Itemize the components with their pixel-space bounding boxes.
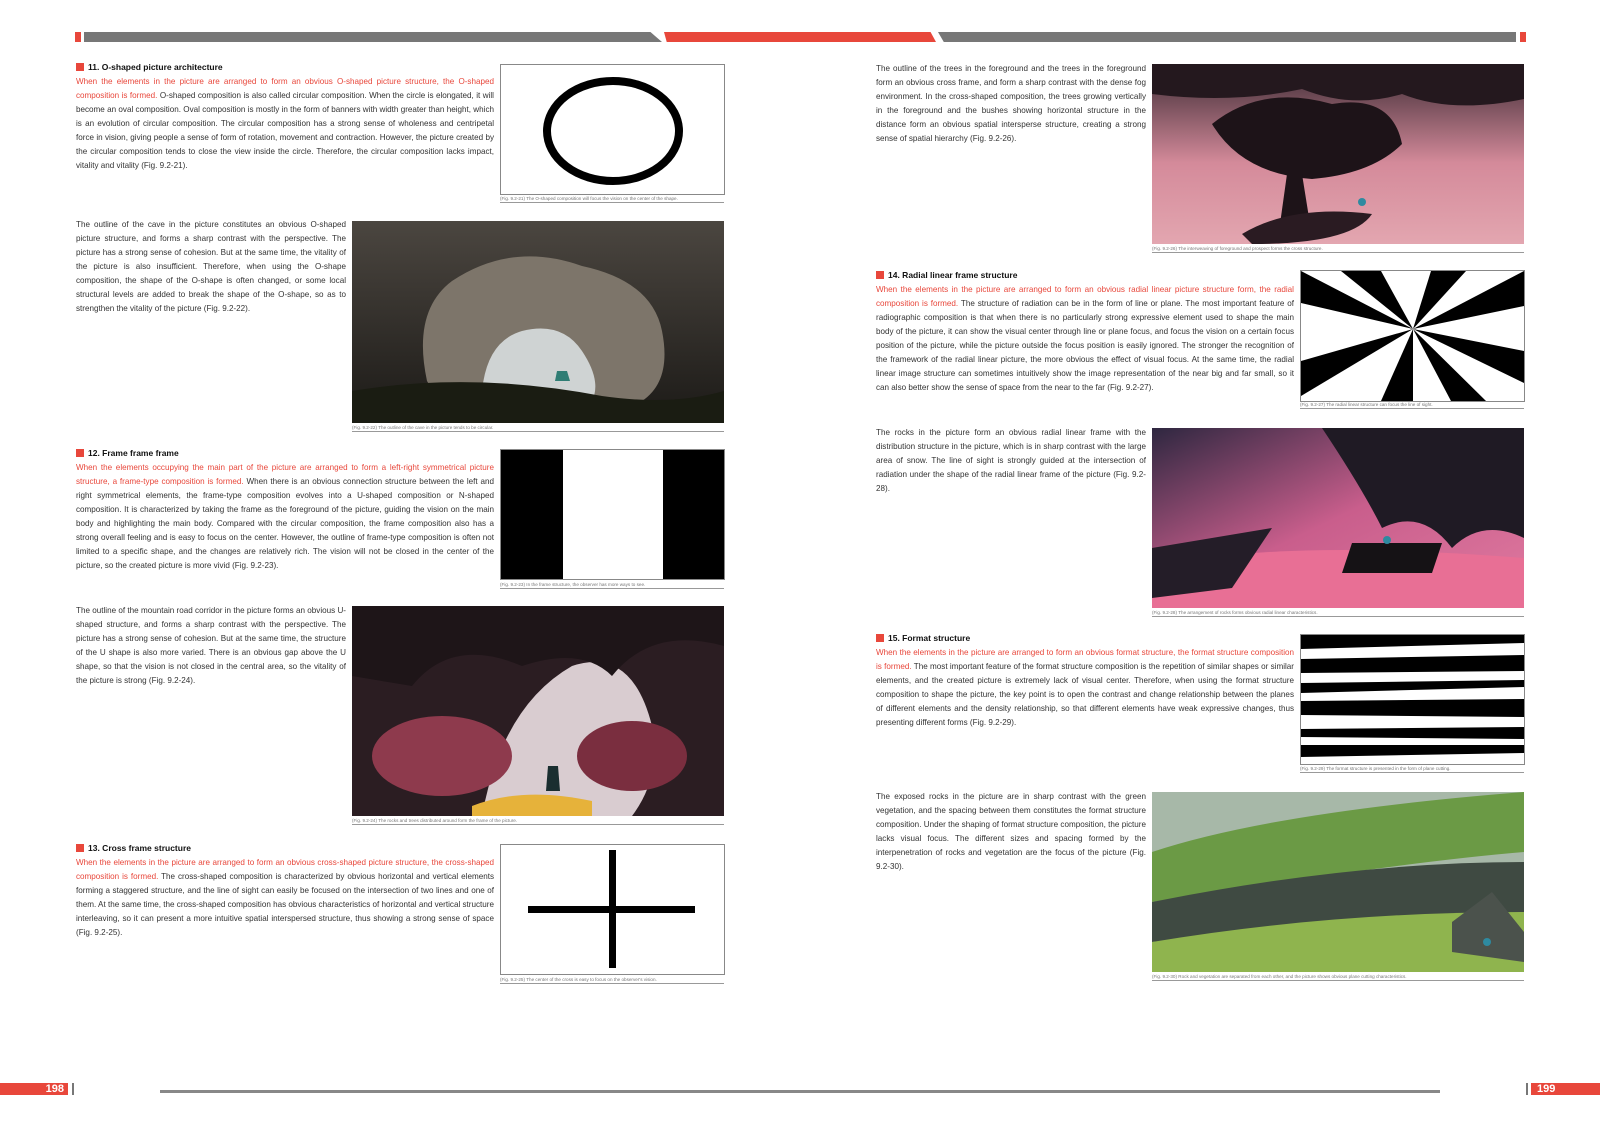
page-number-right-text: 199 bbox=[1537, 1083, 1556, 1095]
page-number-left-text: 198 bbox=[45, 1083, 64, 1095]
section-square-icon bbox=[876, 634, 884, 642]
cross-horizontal-bar bbox=[528, 906, 695, 913]
top-bar-left bbox=[84, 32, 662, 42]
green-hills-illustration bbox=[1152, 792, 1524, 972]
section-14-red-text: When the elements in the picture are arranged to form an obvious radial linear picture structure form, the radial composition is formed. bbox=[876, 285, 1294, 308]
section-square-icon bbox=[76, 844, 84, 852]
figure-caption: (Fig. 9.2-25) The center of the cross is easy to focus on the observer's vision. bbox=[500, 977, 724, 984]
section-14-heading bbox=[876, 270, 1017, 280]
section-15-title: 15. Format structure bbox=[888, 633, 971, 643]
figure-frame bbox=[500, 449, 725, 580]
page-number-left bbox=[0, 1083, 68, 1095]
green-hills-art bbox=[1152, 792, 1524, 972]
figure-caption: (Fig. 9.2-27) The radial linear structure can focus the line of sight. bbox=[1300, 402, 1524, 409]
figure-o-shape bbox=[500, 64, 725, 195]
format-diagram bbox=[1301, 635, 1524, 764]
top-bar-left-cap bbox=[75, 32, 81, 42]
format-stripe bbox=[1301, 727, 1524, 739]
foggy-trees-illustration bbox=[1152, 64, 1524, 244]
frame-diagram bbox=[501, 450, 724, 579]
section-11-paragraph bbox=[76, 75, 494, 173]
figure-caption: (Fig. 9.2-28) The arrangement of rocks forms obvious radial linear characteristics. bbox=[1152, 610, 1524, 617]
radial-rocks-illustration bbox=[1152, 428, 1524, 608]
section-11-heading bbox=[76, 62, 223, 72]
section-15-red-text: When the elements in the picture are arranged to form an obvious format structure, the format structure composition is formed. bbox=[876, 648, 1294, 671]
figure-caption: (Fig. 9.2-21) The O-shaped composition will focus the vision on the center of the shape. bbox=[500, 196, 724, 203]
page-number-right bbox=[1531, 1083, 1600, 1095]
forest-art bbox=[352, 606, 724, 816]
figure-caption: (Fig. 9.2-30) Rock and vegetation are separated from each other, and the picture shows obvious plane cutting characteristics. bbox=[1152, 974, 1524, 981]
section-15-heading bbox=[876, 633, 970, 643]
section-14-body: The structure of radiation can be in the form of line or plane. The most important feature of radiographic composition is that when there is no particularly strong expressive element used to shape the main body of the picture, it can show the visual center through line or plane focus, and focus the vision on a certain focus position of the picture, while the picture outside the focus position is easily ignored. The stronger the recognition of the framework of the radial linear picture, the more obvious the effect of visual focus. At the same time, the radial linear image structure can sometimes intuitively show the image representation of the near big and far small, so it can also better show the sense of space from the near to the far (Fig. 9.2-27). bbox=[876, 299, 1294, 392]
section-12-body: When there is an obvious connection structure between the left and right symmetrical elements, the frame-type composition evolves into a U-shaped composition or N-shaped composition. It is characterized by taking the frame as the foreground of the picture, guiding the vision on the main body and highlighting the main body. Compared with the circular composition, the frame composition also has a strong overall feeling and is easy to focus on the center. However, the outline of frame-type composition is often not limited to a specific shape, and the changes are relatively rich. The vision will not be closed in the center of the picture, so the created picture is more vivid (Fig. 9.2-23). bbox=[76, 477, 494, 570]
section-14-paragraph bbox=[876, 283, 1294, 395]
format-stripe bbox=[1301, 699, 1524, 717]
format-stripe bbox=[1301, 745, 1524, 757]
figure-cross bbox=[500, 844, 725, 975]
format-stripe bbox=[1301, 635, 1524, 649]
o-shape-ellipse bbox=[547, 81, 679, 181]
radial-diagram bbox=[1301, 271, 1524, 401]
section-12-heading bbox=[76, 448, 179, 458]
section-square-icon bbox=[76, 63, 84, 71]
section-square-icon bbox=[76, 449, 84, 457]
section-12-paragraph bbox=[76, 461, 494, 573]
radial-rocks-art bbox=[1152, 428, 1524, 608]
cave-paragraph: The outline of the cave in the picture constitutes an obvious O-shaped picture structure, and forms a sharp contrast with the perspective. The picture has a strong sense of cohesion. But at the same time, the vitality of the picture is also insufficient. Therefore, when using the O-shape composition, the shape of the O-shape is often changed, or some local structural levels are added to break the shape of the O-shape, so as to strengthen the vitality of the picture (Fig. 9.2-22). bbox=[76, 220, 346, 313]
footer-rule bbox=[160, 1090, 1440, 1093]
format-stripe bbox=[1301, 655, 1524, 673]
section-12-red-text: When the elements occupying the main part of the picture are arranged to form a left-right symmetrical picture structure, a frame-type composition is formed. bbox=[76, 463, 494, 486]
section-13-title: 13. Cross frame structure bbox=[88, 843, 191, 853]
section-15-body: The most important feature of the format structure composition is the repetition of similar shapes or similar elements, and the created picture is extremely lack of visual center. Therefore, when using the format structure composition to shape the picture, the key point is to open the contrast and change relationship between the planes of different elements and the density relationship, so that different elements have weak expressive changes, thus presenting different forms (Fig. 9.2-29). bbox=[876, 662, 1294, 727]
section-11-title: 11. O-shaped picture architecture bbox=[88, 62, 223, 72]
figure-caption: (Fig. 9.2-26) The interweaving of foreground and prospect forms the cross structure. bbox=[1152, 246, 1524, 253]
section-13-red-text: When the elements in the picture are arranged to form an obvious cross-shaped picture structure, the cross-shaped composition is formed. bbox=[76, 858, 494, 881]
frame-right-block bbox=[663, 450, 724, 579]
top-bar-right bbox=[938, 32, 1516, 42]
figure-format bbox=[1300, 634, 1525, 765]
cave-illustration bbox=[352, 221, 724, 423]
cave-art bbox=[352, 221, 724, 423]
section-15-paragraph bbox=[876, 646, 1294, 730]
section-13-heading bbox=[76, 843, 191, 853]
o-shape-diagram bbox=[501, 65, 724, 194]
footer-tick-left bbox=[72, 1083, 74, 1095]
figure-caption: (Fig. 9.2-24) The rocks and trees distributed around form the frame of the picture. bbox=[352, 818, 724, 825]
cross-diagram bbox=[501, 845, 724, 974]
footer-tick-right bbox=[1526, 1083, 1528, 1095]
section-13-paragraph bbox=[76, 856, 494, 940]
road-paragraph: The outline of the mountain road corridor in the picture forms an obvious U-shaped structure, and forms a sharp contrast with the perspective. The picture has a strong sense of cohesion. But at the same time, the structure of the U shape is also more varied. There is an obvious gap above the U shape, so that the vision is not closed in the central area, so the vitality of the picture is strong (Fig. 9.2-24). bbox=[76, 606, 346, 685]
section-13-body: The cross-shaped composition is characterized by obvious horizontal and vertical elements forming a staggered structure, and the line of sight can easily be focused on the intersection of two lines and one of them. At the same time, the cross-shaped composition has obvious characteristics of horizontal and vertical structure interleaving, so it can present a more intuitive spatial interspersed structure, thus showing a strong sense of space (Fig. 9.2-25). bbox=[76, 872, 494, 937]
figure-radial bbox=[1300, 270, 1525, 402]
section-14-title: 14. Radial linear frame structure bbox=[888, 270, 1018, 280]
figure-caption: (Fig. 9.2-22) The outline of the cave in the picture tends to be circular. bbox=[352, 425, 724, 432]
rocks-paragraph: The rocks in the picture form an obvious radial linear frame with the distribution structure in the picture, which is in sharp contrast with the large area of snow. The line of sight is strongly guided at the intersection of radiation under the shape of the radial linear frame of the picture (Fig. 9.2-28). bbox=[876, 428, 1146, 493]
top-bar-center bbox=[664, 32, 936, 42]
foggy-trees-art bbox=[1152, 64, 1524, 244]
figure-caption: (Fig. 9.2-23) In the frame structure, the observer has more ways to see. bbox=[500, 582, 724, 589]
section-12-title: 12. Frame frame frame bbox=[88, 448, 179, 458]
section-square-icon bbox=[876, 271, 884, 279]
vegetation-paragraph: The exposed rocks in the picture are in sharp contrast with the green vegetation, and the spacing between them constitutes the format structure composition. Under the shaping of format structure composition, the picture lacks visual focus. The different sizes and spacing formed by the interpenetration of rocks and vegetation are the focus of the picture (Fig. 9.2-30). bbox=[876, 792, 1146, 871]
forest-illustration bbox=[352, 606, 724, 816]
top-bar-right-cap bbox=[1520, 32, 1526, 42]
format-stripe bbox=[1301, 680, 1524, 693]
section-11-body: O-shaped composition is also called circular composition. When the circle is elongated, it will become an oval composition. Oval composition is mostly in the form of banners with width greater than height, which is an evolution of circular composition. The circular composition has a strong sense of wholeness and centripetal force in vision, giving people a sense of form of rotation, movement and contraction. However, the picture created by the circular composition tends to close the view inside the circle. Therefore, the circular composition lacks impact, vitality and vitality (Fig. 9.2-21). bbox=[76, 91, 494, 170]
trees-paragraph: The outline of the trees in the foreground and the trees in the foreground form an obvious cross frame, and form a sharp contrast with the dense fog environment. In the cross-shaped composition, the trees growing vertically in the foreground and the bushes showing horizontal structure in the distance form an obvious spatial intersperse structure, creating a strong sense of spatial hierarchy (Fig. 9.2-26). bbox=[876, 64, 1146, 143]
figure-caption: (Fig. 9.2-29) The format structure is presented in the form of plane cutting. bbox=[1300, 766, 1524, 773]
frame-left-block bbox=[501, 450, 563, 579]
section-11-red-text: When the elements in the picture are arranged to form an obvious O-shaped picture structure, the O-shaped composition is formed. bbox=[76, 77, 494, 100]
